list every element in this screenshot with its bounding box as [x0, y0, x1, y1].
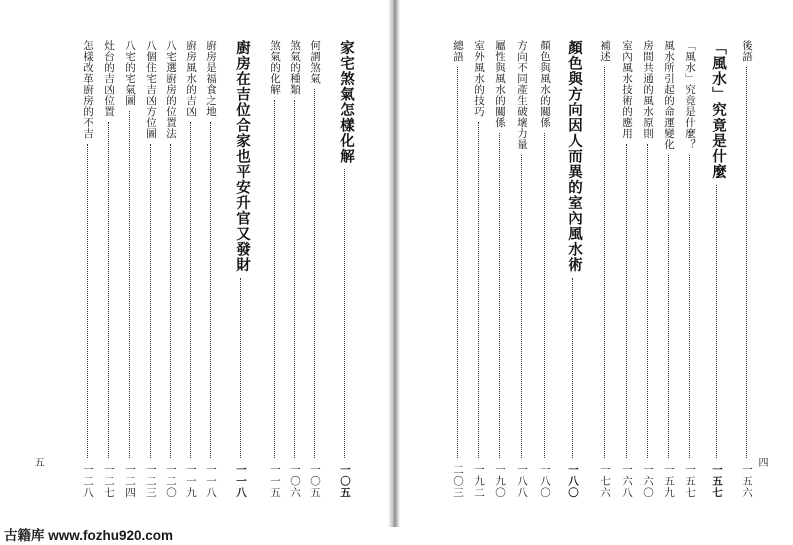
right-toc-entry	[710, 40, 727, 508]
toc-entry-page: 一〇五	[339, 464, 351, 499]
toc-entry-title: 「風水」究竟是什麼？	[684, 40, 696, 150]
left-toc-entry	[184, 40, 198, 508]
toc-entry-page: 一五七	[684, 464, 696, 499]
book-gutter	[388, 0, 400, 527]
toc-entry-title: 屬性與風水的關係	[494, 40, 506, 128]
toc-leader-dots	[668, 155, 669, 458]
toc-entry-title: 家宅煞氣怎樣化解	[338, 40, 355, 164]
toc-entry-page: 一一九	[185, 464, 197, 499]
right-toc-entry	[740, 40, 754, 508]
toc-leader-dots	[344, 169, 345, 458]
toc-entry-page: 一九二	[473, 464, 485, 499]
toc-leader-dots	[150, 144, 151, 458]
toc-entry-page: 一九〇	[494, 464, 506, 499]
toc-entry-page: 一一五	[269, 464, 281, 499]
watermark-bar	[0, 527, 793, 545]
toc-leader-dots	[294, 100, 295, 458]
toc-entry-title: 補述	[599, 40, 611, 62]
toc-leader-dots	[478, 122, 479, 458]
toc-leader-dots	[626, 144, 627, 458]
left-toc-entry	[204, 40, 218, 508]
toc-entry-title: 八宅的宅氣圖	[124, 40, 136, 106]
left-toc-entry	[338, 40, 355, 508]
left-toc-entry	[123, 40, 137, 508]
right-toc-entry	[641, 40, 655, 508]
left-toc-entry	[164, 40, 178, 508]
toc-leader-dots	[190, 122, 191, 458]
toc-entry-title: 室內風水技術的應用	[621, 40, 633, 139]
toc-leader-dots	[274, 100, 275, 458]
toc-entry-title: 怎樣改革廚房的不吉	[82, 40, 94, 139]
left-toc-entry	[268, 40, 282, 508]
toc-leader-dots	[129, 111, 130, 458]
toc-leader-dots	[572, 278, 573, 458]
toc-leader-dots	[240, 278, 241, 458]
toc-entry-page: 一八〇	[539, 464, 551, 499]
right-toc-entry	[451, 40, 465, 508]
toc-entry-page: 一八八	[516, 464, 528, 499]
toc-entry-title: 顏色與風水的關係	[539, 40, 551, 128]
toc-entry-title: 「風水」究竟是什麼	[710, 40, 727, 180]
toc-entry-page: 一一八	[205, 464, 217, 499]
left-toc-entry	[102, 40, 116, 508]
toc-entry-page: 二〇三	[452, 464, 464, 499]
toc-entry-title: 廚房風水的吉凶	[185, 40, 197, 117]
toc-entry-title: 何謂煞氣	[309, 40, 321, 84]
right-toc-entry	[683, 40, 697, 508]
right-toc-entry	[566, 40, 583, 508]
right-toc-entry	[472, 40, 486, 508]
right-toc-entry	[598, 40, 612, 508]
toc-entry-title: 風水所引起的命運變化	[663, 40, 675, 150]
toc-leader-dots	[87, 144, 88, 458]
toc-leader-dots	[716, 185, 717, 458]
toc-leader-dots	[108, 122, 109, 458]
toc-entry-title: 煞氣的種類	[289, 40, 301, 95]
toc-leader-dots	[457, 67, 458, 458]
toc-entry-page: 一五六	[741, 464, 753, 499]
toc-entry-page: 一七六	[599, 464, 611, 499]
toc-entry-page: 一二八	[82, 464, 94, 499]
right-toc-entry	[662, 40, 676, 508]
toc-entry-title: 顏色與方向因人而異的室內風水術	[566, 40, 583, 273]
left-toc-entry	[144, 40, 158, 508]
toc-entry-title: 八宅選廚房的位置法	[165, 40, 177, 139]
toc-entry-page: 一〇五	[309, 464, 321, 499]
toc-leader-dots	[544, 133, 545, 458]
toc-leader-dots	[521, 155, 522, 458]
toc-entry-page: 一二四	[124, 464, 136, 499]
right-toc-entry	[493, 40, 507, 508]
toc-leader-dots	[689, 155, 690, 458]
toc-entry-page: 一五七	[711, 464, 723, 499]
right-toc-entry	[515, 40, 529, 508]
toc-entry-title: 煞氣的化解	[269, 40, 281, 95]
toc-entry-title: 廚房在吉位合家也平安升官又發財	[234, 40, 251, 273]
toc-entry-title: 灶台的吉凶位置	[103, 40, 115, 117]
toc-entry-title: 廚房是福食之地	[205, 40, 217, 117]
toc-entry-page: 一二七	[103, 464, 115, 499]
left-page-number: 五	[32, 457, 43, 467]
toc-leader-dots	[746, 67, 747, 458]
right-toc-entry	[620, 40, 634, 508]
right-page-number: 四	[756, 457, 767, 467]
watermark-text: 古籍库 www.fozhu920.com	[4, 528, 174, 543]
left-toc-entry	[288, 40, 302, 508]
toc-leader-dots	[314, 89, 315, 458]
toc-entry-page: 一六〇	[642, 464, 654, 499]
left-toc-entry	[81, 40, 95, 508]
toc-entry-page: 一五九	[663, 464, 675, 499]
toc-leader-dots	[604, 67, 605, 458]
toc-entry-page: 一六八	[621, 464, 633, 499]
toc-leader-dots	[647, 144, 648, 458]
toc-entry-page: 一一八	[235, 464, 247, 499]
toc-entry-title: 房間共通的風水原則	[642, 40, 654, 139]
right-toc-entry	[538, 40, 552, 508]
toc-entry-page: 一二〇	[165, 464, 177, 499]
left-toc-entry	[308, 40, 322, 508]
toc-entry-title: 後語	[741, 40, 753, 62]
toc-leader-dots	[170, 144, 171, 458]
toc-entry-page: 一二三	[145, 464, 157, 499]
toc-entry-title: 方向不同產生破壞力量	[516, 40, 528, 150]
toc-entry-title: 總語	[452, 40, 464, 62]
toc-entry-page: 一〇六	[289, 464, 301, 499]
left-page	[0, 0, 396, 527]
left-toc-entry	[234, 40, 251, 508]
toc-entry-page: 一八〇	[567, 464, 579, 499]
toc-leader-dots	[210, 122, 211, 458]
toc-leader-dots	[499, 133, 500, 458]
toc-entry-title: 八個住宅吉凶方位圖	[145, 40, 157, 139]
toc-entry-title: 室外風水的技巧	[473, 40, 485, 117]
